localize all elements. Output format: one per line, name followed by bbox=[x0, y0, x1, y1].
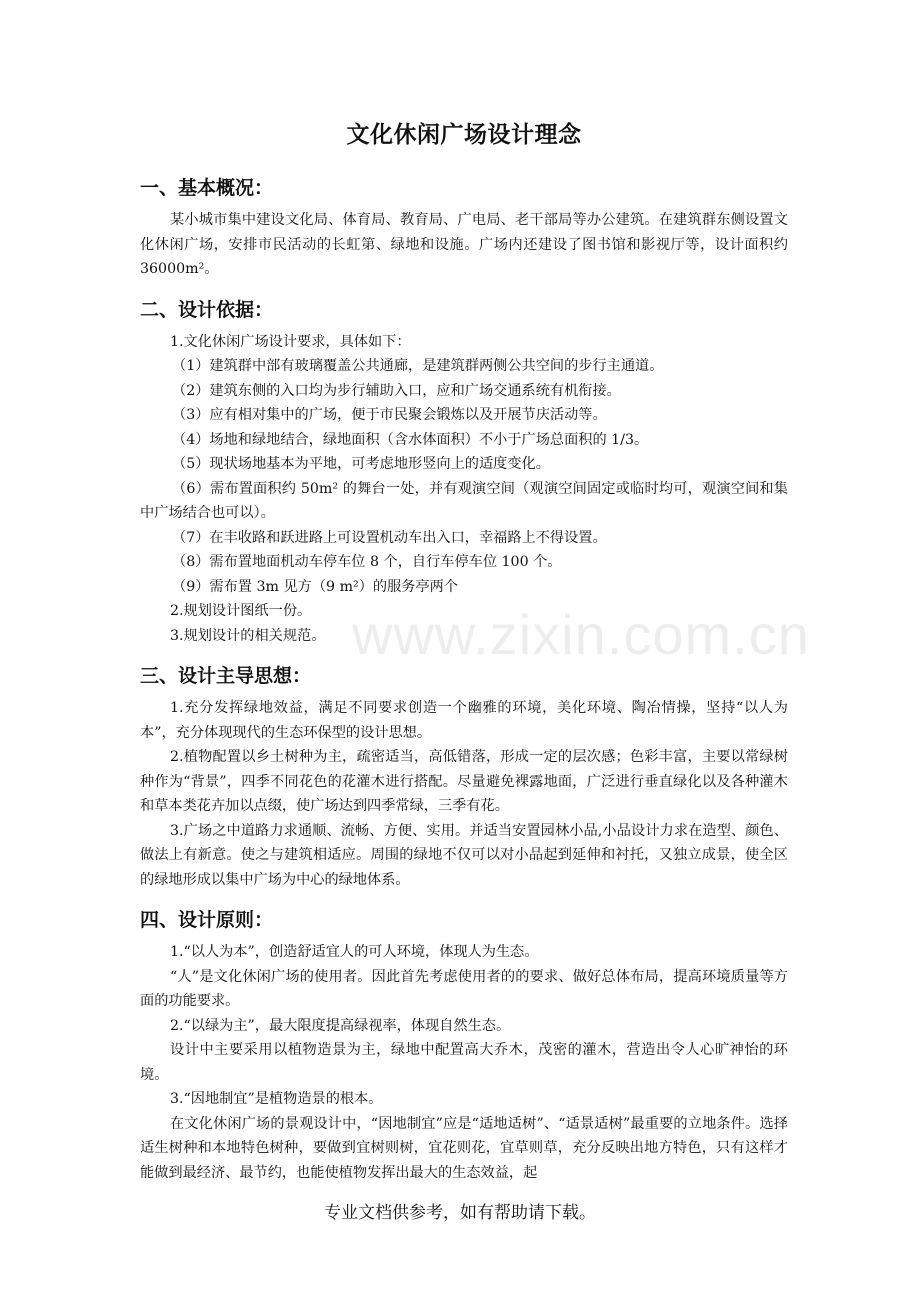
list-item: （2）建筑东侧的入口均为步行辅助入口，应和广场交通系统有机衔接。 bbox=[172, 382, 621, 399]
list-item: （7）在丰收路和跃进路上可设置机动车出入口，幸福路上不得设置。 bbox=[172, 529, 607, 546]
paragraph: 1.充分发挥绿地效益，满足不同要求创造一个幽雅的环境，美化环境、陶冶情操，坚持“以人为本”，充分体现现代的生态环保型的设计思想。 bbox=[140, 700, 788, 741]
paragraph: 3.“因地制宜”是植物造景的根本。 bbox=[170, 1091, 383, 1107]
section-heading: 二、设计依据： bbox=[140, 298, 274, 321]
paragraph: 3.广场之中道路力求通顺、流畅、方便、实用。并适当安置园林小品,小品设计力求在造型、颜色、做法上有新意。使之与建筑相适应。周围的绿地不仅可以对小品起到延伸和衬托，又独立成景，使全区的绿地形成以集中广场为中心的绿地体系。 bbox=[140, 822, 788, 888]
section-design-guiding-idea bbox=[140, 662, 788, 892]
paragraph: 1.“以人为本”，创造舒适宜人的可人环境，体现人为生态。 bbox=[170, 944, 539, 960]
list-item: （6）需布置面积约 50m² 的舞台一处，并有观演空间（观演空间固定或临时均可，观演空间和集中广场结合也可以）。 bbox=[140, 480, 788, 521]
list-item: （8）需布置地面机动车停车位 8 个，自行车停车位 100 个。 bbox=[172, 554, 562, 570]
paragraph: 2.植物配置以乡土树种为主，疏密适当，高低错落，形成一定的层次感；色彩丰富，主要以常绿树种作为“背景”，四季不同花色的花灌木进行搭配。尽量避免裸露地面，广泛进行垂直绿化以及各种灌木和草本类花卉加以点缀，使广场达到四季常绿，三季有花。 bbox=[140, 749, 788, 814]
paragraph: 2.“以绿为主”，最大限度提高绿视率，体现自然生态。 bbox=[170, 1017, 511, 1034]
section-heading: 三、设计主导思想： bbox=[140, 665, 312, 687]
section-design-basis bbox=[140, 296, 788, 649]
section-heading: 一、基本概况： bbox=[140, 177, 274, 199]
list-item: （3）应有相对集中的广场，便于市民聚会锻炼以及开展节庆活动等。 bbox=[172, 407, 607, 423]
paragraph: “人”是文化休闲广场的使用者。因此首先考虑使用者的的要求、做好总体布局，提高环境质量等方面的功能要求。 bbox=[140, 968, 788, 1009]
section-design-principles bbox=[140, 906, 788, 1185]
section-heading: 四、设计原则： bbox=[140, 909, 274, 931]
paragraph: 3.规划设计的相关规范。 bbox=[170, 627, 326, 644]
list-item: （9）需布置 3m 见方（9 m²）的服务亭两个 bbox=[172, 578, 459, 595]
paragraph: 2.规划设计图纸一份。 bbox=[170, 603, 312, 619]
section-basic-overview bbox=[140, 174, 788, 282]
paragraph: 设计中主要采用以植物造景为主，绿地中配置高大乔木，茂密的灌木，营造出令人心旷神怡的环境。 bbox=[140, 1042, 788, 1083]
paragraph: 1.文化休闲广场设计要求，具体如下： bbox=[170, 333, 411, 350]
list-item: （1）建筑群中部有玻璃覆盖公共通廊，是建筑群两侧公共空间的步行主通道。 bbox=[172, 358, 664, 374]
paragraph: 在文化休闲广场的景观设计中，“因地制宜”应是“适地适树”、“适景适树”最重要的立地条件。选择适生树种和本地特色树种，要做到宜树则树，宜花则花，宜草则草，充分反映出地方特色，只有这样才能做到最经济、最节约，也能使植物发挥出最大的生态效益，起 bbox=[140, 1115, 788, 1181]
paragraph: 某小城市集中建设文化局、体育局、教育局、广电局、老干部局等办公建筑。在建筑群东侧设置文化休闲广场，安排市民活动的长虹第、绿地和设施。广场内还建设了图书馆和影视厅等，设计面积约 36000m²。 bbox=[140, 212, 788, 277]
list-item: （4）场地和绿地结合，绿地面积（含水体面积）不小于广场总面积的 1/3。 bbox=[172, 431, 649, 448]
document-title: 文化休闲广场设计理念 bbox=[346, 121, 582, 148]
document-page bbox=[140, 118, 788, 1185]
page-footer: 专业文档供参考，如有帮助请下载。 bbox=[324, 1203, 596, 1223]
watermark: www.zixin.com.cn bbox=[352, 603, 810, 666]
list-item: （5）现状场地基本为平地，可考虑地形竖向上的适度变化。 bbox=[172, 456, 550, 472]
